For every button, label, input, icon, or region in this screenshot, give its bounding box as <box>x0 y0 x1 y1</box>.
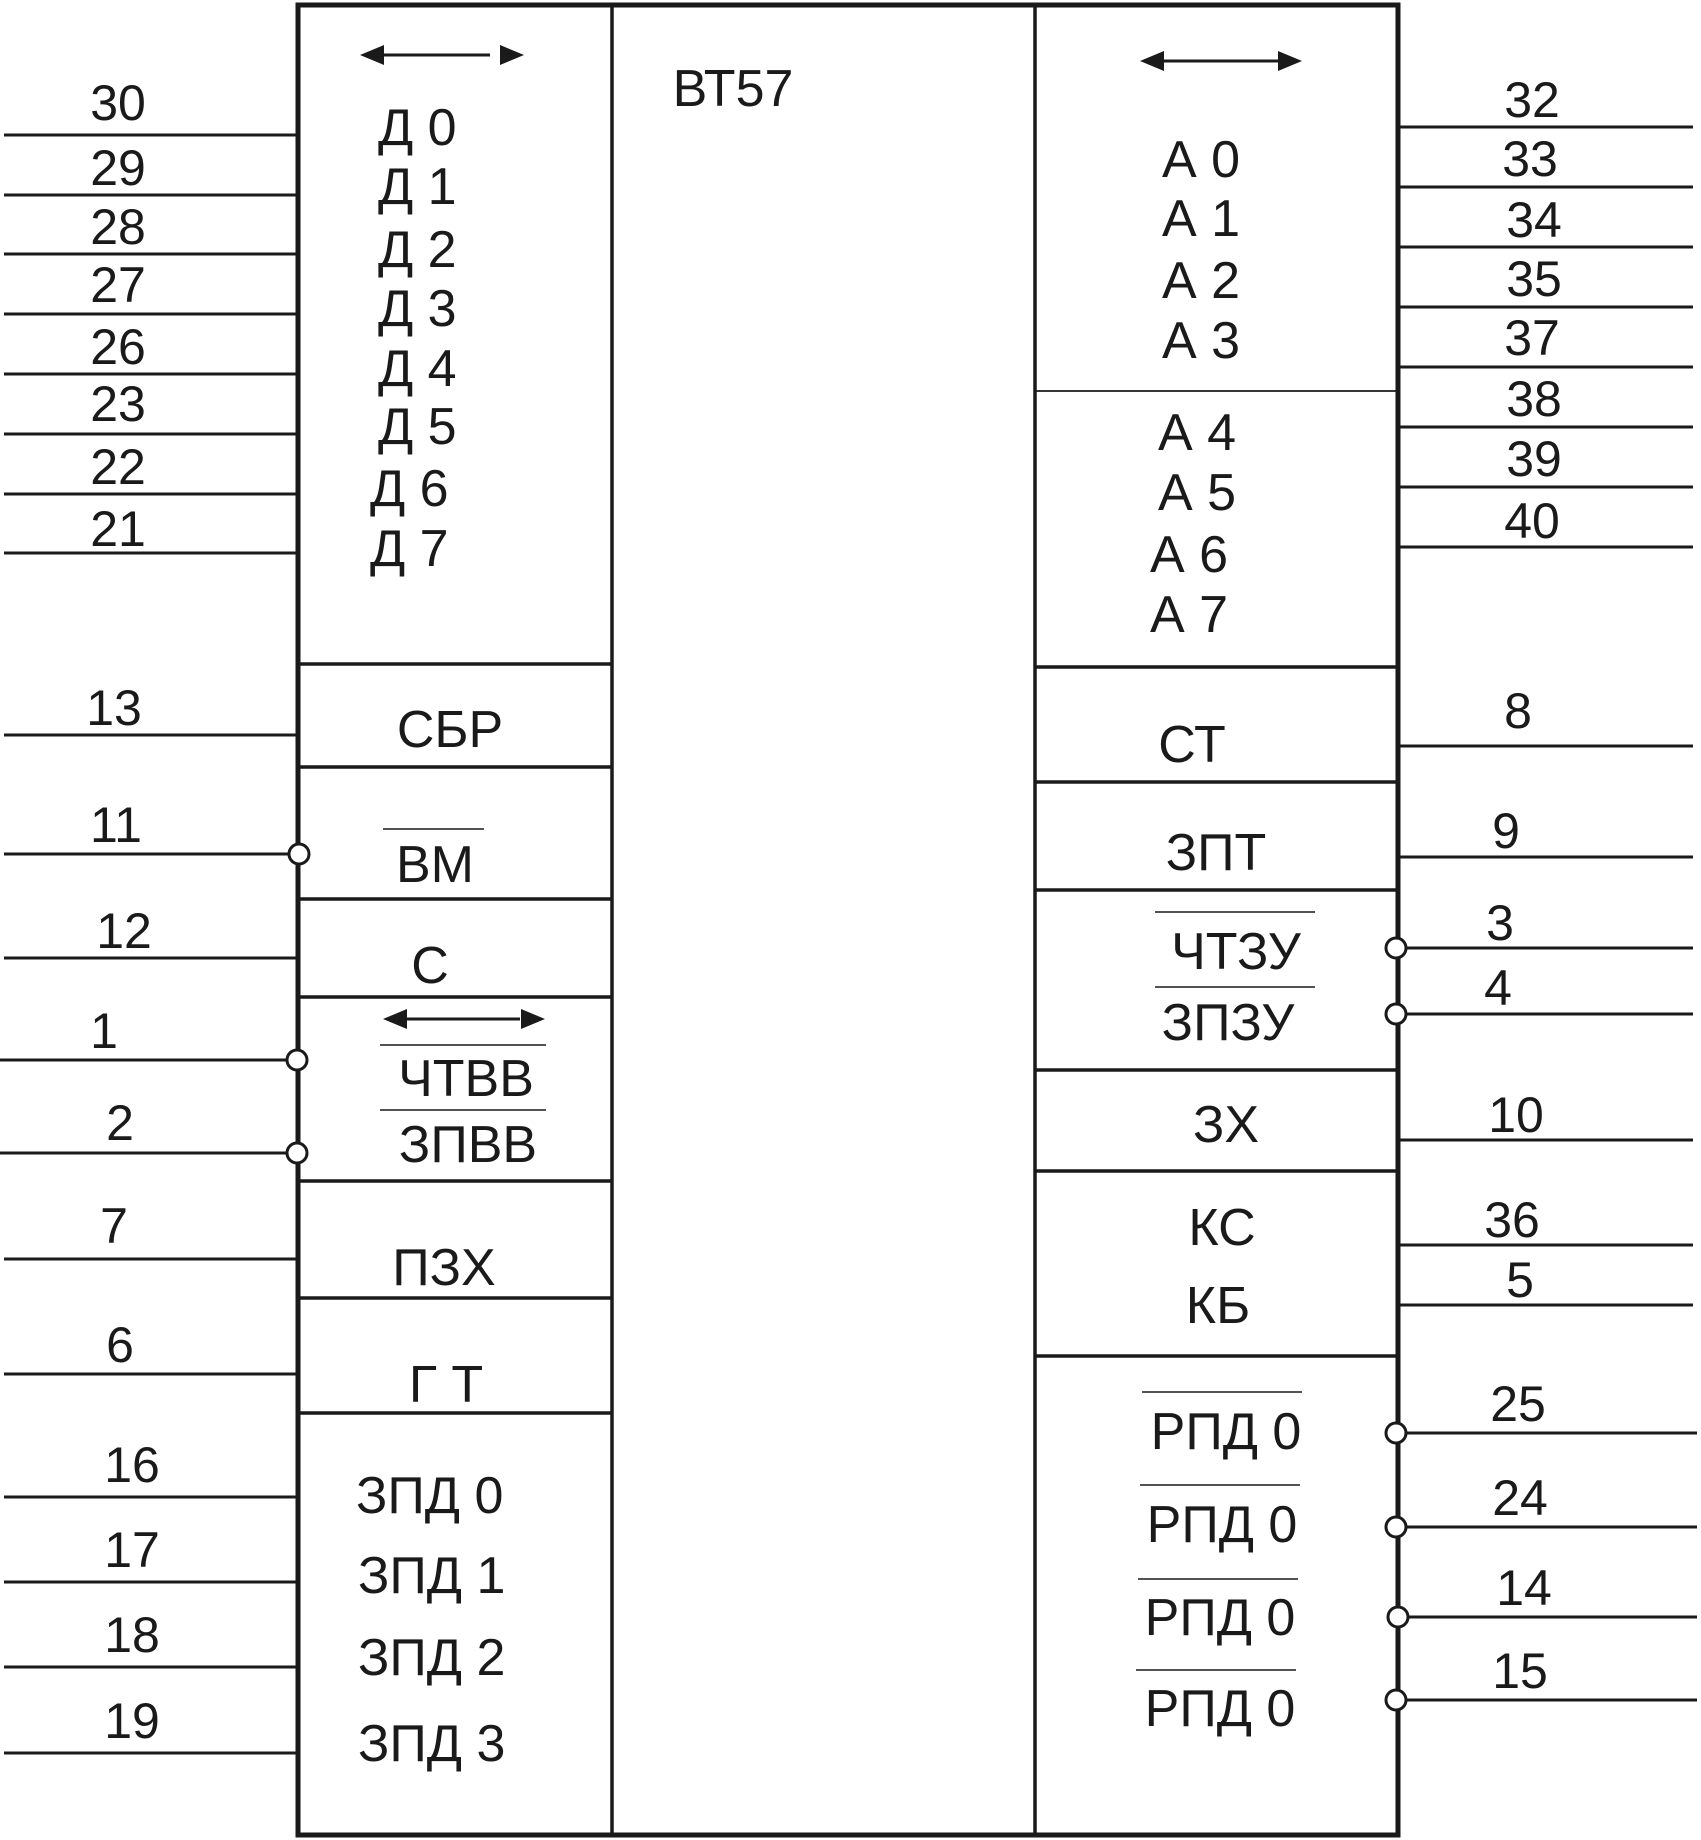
inversion-bubble <box>1386 1423 1406 1443</box>
right-pin <box>1162 192 1693 310</box>
left-pin <box>4 903 449 995</box>
signal-label: Д 0 <box>378 99 457 157</box>
pin-number: 32 <box>1504 72 1560 128</box>
signal-label: СТ <box>1158 716 1226 774</box>
signal-label: А 1 <box>1162 190 1241 248</box>
signal-label: РПД 0 <box>1146 1496 1298 1554</box>
pin-number: 27 <box>90 257 146 313</box>
pin-number: 8 <box>1504 683 1532 739</box>
inversion-bubble <box>1388 1607 1408 1627</box>
signal-label: ЗПД 2 <box>358 1629 506 1687</box>
signal-label: СБР <box>396 701 504 759</box>
pin-number: 13 <box>86 680 142 736</box>
pin-number: 15 <box>1492 1643 1548 1699</box>
pin-number: 6 <box>106 1317 134 1373</box>
signal-label: А 4 <box>1158 404 1237 462</box>
pin-number: 9 <box>1492 803 1520 859</box>
signal-label: РПД 0 <box>1144 1680 1296 1738</box>
pin-number: 36 <box>1484 1192 1540 1248</box>
signal-label: А 3 <box>1162 312 1241 370</box>
pin-number: 38 <box>1506 371 1562 427</box>
signal-label: ЗХ <box>1192 1096 1260 1154</box>
signal-label: Д 6 <box>370 460 449 518</box>
pin-number: 33 <box>1502 131 1558 187</box>
pin-number: 30 <box>90 75 146 131</box>
right-pin <box>1188 1192 1693 1257</box>
signal-label: Д 3 <box>378 280 457 338</box>
io-control-bidirectional-arrow <box>383 1009 545 1029</box>
pin-number: 29 <box>90 140 146 196</box>
inversion-bubble <box>287 1050 307 1070</box>
right-pins <box>1136 72 1697 1738</box>
pin-number: 22 <box>90 439 146 495</box>
pin-number: 7 <box>100 1198 128 1254</box>
left-pin <box>4 1607 505 1687</box>
left-pin <box>4 1437 503 1525</box>
left-section-dividers <box>298 664 612 1413</box>
signal-label: ЗПД 3 <box>358 1715 506 1773</box>
pin-number: 40 <box>1504 493 1560 549</box>
pin-number: 24 <box>1492 1470 1548 1526</box>
signal-label: ЗПД 1 <box>358 1547 506 1605</box>
signal-label: КБ <box>1185 1277 1251 1335</box>
inversion-bubble <box>1386 1690 1406 1710</box>
right-pin <box>1136 1643 1697 1738</box>
signal-label: РПД 0 <box>1150 1403 1302 1461</box>
address-bus-bidirectional-arrow <box>1140 51 1302 71</box>
signal-label: А 6 <box>1150 526 1229 584</box>
pin-number: 3 <box>1486 895 1514 951</box>
left-pins <box>0 75 546 1773</box>
left-pin <box>4 1317 483 1414</box>
right-pin <box>1162 72 1693 189</box>
signal-label: С <box>411 937 449 995</box>
pin-number: 23 <box>90 376 146 432</box>
signal-label: А 0 <box>1162 131 1241 189</box>
left-pin <box>4 1522 505 1605</box>
left-pin <box>4 1693 505 1773</box>
signal-label: ЗПД 0 <box>356 1467 504 1525</box>
pin-number: 37 <box>1504 310 1560 366</box>
right-pin <box>1155 895 1693 981</box>
signal-label: Д 7 <box>370 520 449 578</box>
signal-label: ЗПТ <box>1165 824 1267 882</box>
inversion-bubble <box>289 844 309 864</box>
right-pin <box>1186 1252 1693 1335</box>
signal-label: ВМ <box>396 836 474 894</box>
inversion-bubble <box>1386 1004 1406 1024</box>
left-pin <box>4 680 503 759</box>
signal-label: А 7 <box>1150 586 1229 644</box>
chip-name: ВТ57 <box>672 60 794 118</box>
pin-number: 19 <box>104 1693 160 1749</box>
pin-number: 39 <box>1506 431 1562 487</box>
pin-number: 16 <box>104 1437 160 1493</box>
data-bus-bidirectional-arrow <box>360 45 524 65</box>
pin-number: 5 <box>1506 1252 1534 1308</box>
signal-label: Д 5 <box>378 398 457 456</box>
pin-number: 10 <box>1488 1087 1544 1143</box>
right-pin <box>1166 803 1693 882</box>
pin-number: 18 <box>104 1607 160 1663</box>
pin-number: 12 <box>96 903 152 959</box>
inversion-bubble <box>287 1143 307 1163</box>
pin-number: 28 <box>90 199 146 255</box>
right-pin <box>1140 1470 1697 1554</box>
pin-number: 2 <box>106 1095 134 1151</box>
right-pin <box>1138 1560 1697 1647</box>
pin-number: 17 <box>104 1522 160 1578</box>
pin-number: 26 <box>90 319 146 375</box>
pin-number: 14 <box>1496 1560 1552 1616</box>
inversion-bubble <box>1386 938 1406 958</box>
signal-label: ЗПВВ <box>398 1116 538 1174</box>
right-pin <box>1162 251 1693 370</box>
pin-number: 34 <box>1506 192 1562 248</box>
signal-label: КС <box>1188 1199 1256 1257</box>
signal-label: Г Т <box>408 1356 484 1414</box>
left-pin <box>4 75 457 157</box>
signal-label: ЧТВВ <box>398 1050 534 1108</box>
pin-number: 21 <box>90 501 146 557</box>
left-pin <box>4 797 484 894</box>
signal-label: ПЗХ <box>392 1239 496 1297</box>
pin-number: 4 <box>1484 960 1512 1016</box>
pin-number: 25 <box>1490 1376 1546 1432</box>
signal-label: РПД 0 <box>1144 1589 1296 1647</box>
pin-number: 35 <box>1506 251 1562 307</box>
right-pin <box>1162 131 1693 248</box>
signal-label: ЗПЗУ <box>1161 994 1295 1052</box>
left-pin <box>4 1198 496 1297</box>
signal-label: ЧТЗУ <box>1171 923 1301 981</box>
right-pin <box>1158 683 1693 774</box>
right-pin <box>1193 1087 1693 1154</box>
signal-label: А 5 <box>1158 464 1237 522</box>
signal-label: Д 1 <box>378 158 457 216</box>
right-pin <box>1158 371 1693 522</box>
signal-label: Д 4 <box>378 340 457 398</box>
pin-number: 11 <box>90 797 142 853</box>
inversion-bubble <box>1386 1517 1406 1537</box>
signal-label: Д 2 <box>378 221 457 279</box>
right-pin <box>1142 1376 1697 1461</box>
signal-label: А 2 <box>1162 252 1241 310</box>
pin-number: 1 <box>90 1003 118 1059</box>
